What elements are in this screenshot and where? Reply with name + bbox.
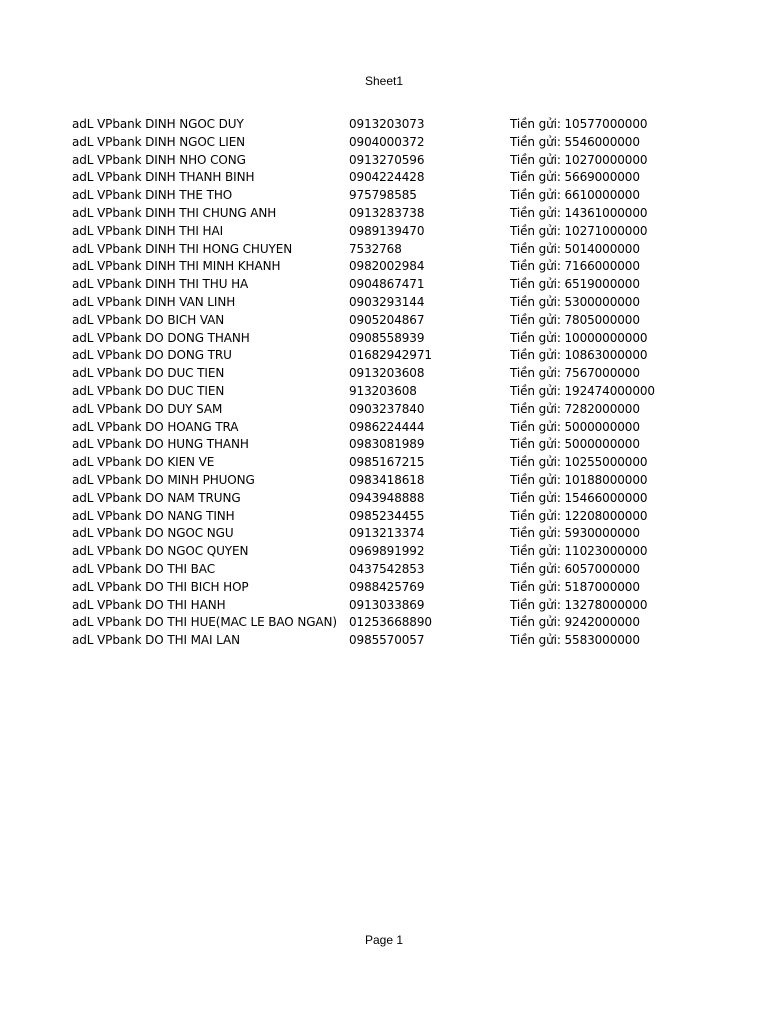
deposit-amount: Tiền gửi: 7282000000 (510, 401, 640, 416)
customer-name: adL VPbank DINH THI HAI (72, 223, 224, 238)
phone-number: 0989139470 (349, 223, 425, 238)
deposit-amount: Tiền gửi: 5546000000 (510, 134, 640, 149)
phone-number: 01682942971 (349, 348, 432, 363)
customer-name: adL VPbank DINH THE THO (72, 188, 233, 203)
deposit-amount: Tiền gửi: 10270000000 (510, 152, 648, 167)
deposit-amount: Tiền gửi: 6057000000 (510, 561, 640, 576)
phone-number: 0985234455 (349, 508, 425, 523)
phone-number: 0904000372 (349, 134, 425, 149)
customer-name: adL VPbank DINH THI CHUNG ANH (72, 205, 277, 220)
phone-number: 0903293144 (349, 294, 425, 309)
table-row (72, 152, 732, 170)
deposit-amount: Tiền gửi: 7805000000 (510, 312, 640, 327)
table-row (72, 419, 732, 437)
customer-name: adL VPbank DO NAM TRUNG (72, 490, 241, 505)
phone-number: 0986224444 (349, 419, 425, 434)
customer-name: adL VPbank DO DUC TIEN (72, 366, 225, 381)
deposit-amount: Tiền gửi: 7567000000 (510, 366, 640, 381)
table-row (72, 330, 732, 348)
customer-name: adL VPbank DO THI HUE(MAC LE BAO NGAN) (72, 615, 337, 630)
deposit-amount: Tiền gửi: 10000000000 (510, 330, 648, 345)
deposit-amount: Tiền gửi: 14361000000 (510, 205, 648, 220)
phone-number: 0913203073 (349, 117, 425, 131)
table-row (72, 187, 732, 205)
deposit-amount: Tiền gửi: 12208000000 (510, 508, 648, 523)
table-row (72, 241, 732, 259)
deposit-amount: Tiền gửi: 13278000000 (510, 597, 648, 612)
phone-number: 0905204867 (349, 312, 425, 327)
phone-number: 0903237840 (349, 401, 425, 416)
table-row (72, 312, 732, 330)
deposit-amount: Tiền gửi: 6610000000 (510, 188, 640, 203)
customer-name: adL VPbank DINH THI MINH KHANH (72, 259, 281, 274)
customer-name: adL VPbank DO DONG THANH (72, 330, 250, 345)
customer-name: adL VPbank DINH THI HONG CHUYEN (72, 241, 293, 256)
customer-name: adL VPbank DO THI MAI LAN (72, 633, 241, 648)
phone-number: 0913203608 (349, 366, 425, 381)
deposit-amount: Tiền gửi: 5930000000 (510, 526, 640, 541)
table-row (72, 276, 732, 294)
customer-name: adL VPbank DO KIEN VE (72, 455, 215, 470)
deposit-amount: Tiền gửi: 10271000000 (510, 223, 648, 238)
deposit-amount: Tiền gửi: 6519000000 (510, 277, 640, 292)
table-row (72, 543, 732, 561)
customer-name: adL VPbank DO NGOC QUYEN (72, 544, 249, 559)
table-row (72, 436, 732, 454)
table-row (72, 614, 732, 632)
phone-number: 0988425769 (349, 579, 425, 594)
table-row (72, 401, 732, 419)
phone-number: 0904224428 (349, 170, 425, 185)
deposit-amount: Tiền gửi: 9242000000 (510, 615, 640, 630)
phone-number: 0913033869 (349, 597, 425, 612)
deposit-amount: Tiền gửi: 192474000000 (510, 383, 655, 398)
customer-name: adL VPbank DO DONG TRU (72, 348, 232, 363)
deposit-amount: Tiền gửi: 10577000000 (510, 117, 648, 131)
customer-name: adL VPbank DO DUC TIEN (72, 383, 225, 398)
table-row (72, 561, 732, 579)
customer-name: adL VPbank DO DUY SAM (72, 401, 223, 416)
customer-name: adL VPbank DINH THI THU HA (72, 277, 249, 292)
phone-number: 0982002984 (349, 259, 425, 274)
deposit-amount: Tiền gửi: 5000000000 (510, 437, 640, 452)
table-row (72, 347, 732, 365)
phone-number: 0983081989 (349, 437, 425, 452)
table-row (72, 508, 732, 526)
phone-number: 0985570057 (349, 633, 425, 648)
deposit-amount: Tiền gửi: 11023000000 (510, 544, 648, 559)
customer-name: adL VPbank DINH NGOC DUY (72, 117, 244, 131)
page-number: Page 1 (364, 933, 404, 947)
deposit-amount: Tiền gửi: 10863000000 (510, 348, 648, 363)
phone-number: 975798585 (349, 188, 417, 203)
phone-number: 0908558939 (349, 330, 425, 345)
phone-number: 0985167215 (349, 455, 425, 470)
table-row (72, 223, 732, 241)
table-row (72, 454, 732, 472)
customer-name: adL VPbank DINH VAN LINH (72, 294, 236, 309)
phone-number: 0437542853 (349, 561, 425, 576)
phone-number: 0913270596 (349, 152, 425, 167)
table-row (72, 205, 732, 223)
deposit-amount: Tiền gửi: 5000000000 (510, 419, 640, 434)
customer-name: adL VPbank DO NGOC NGU (72, 526, 234, 541)
deposit-amount: Tiền gửi: 10188000000 (510, 472, 648, 487)
customer-name: adL VPbank DO THI HANH (72, 597, 226, 612)
customer-name: adL VPbank DINH THANH BINH (72, 170, 255, 185)
phone-number: 0904867471 (349, 277, 425, 292)
table-row (72, 294, 732, 312)
table-row (72, 490, 732, 508)
table-row (72, 116, 732, 134)
phone-number: 7532768 (349, 241, 402, 256)
customer-name: adL VPbank DO BICH VAN (72, 312, 225, 327)
table-row (72, 134, 732, 152)
deposit-amount: Tiền gửi: 10255000000 (510, 455, 648, 470)
customer-name: adL VPbank DO THI BICH HOP (72, 579, 249, 594)
phone-number: 0913283738 (349, 205, 425, 220)
table-row (72, 525, 732, 543)
sheet-title: Sheet1 (364, 74, 404, 88)
deposit-amount: Tiền gửi: 5300000000 (510, 294, 640, 309)
deposit-amount: Tiền gửi: 5669000000 (510, 170, 640, 185)
customer-name: adL VPbank DO NANG TINH (72, 508, 235, 523)
phone-number: 0913213374 (349, 526, 425, 541)
phone-number: 01253668890 (349, 615, 432, 630)
phone-number: 913203608 (349, 383, 417, 398)
table-row (72, 597, 732, 615)
deposit-amount: Tiền gửi: 5583000000 (510, 633, 640, 648)
deposit-amount: Tiền gửi: 7166000000 (510, 259, 640, 274)
deposit-amount: Tiền gửi: 5187000000 (510, 579, 640, 594)
table-row (72, 258, 732, 276)
customer-name: adL VPbank DO HUNG THANH (72, 437, 249, 452)
table-row (72, 472, 732, 490)
records-table (72, 116, 732, 650)
deposit-amount: Tiền gửi: 5014000000 (510, 241, 640, 256)
table-row (72, 579, 732, 597)
table-row (72, 169, 732, 187)
customer-name: adL VPbank DINH NHO CONG (72, 152, 246, 167)
phone-number: 0943948888 (349, 490, 425, 505)
phone-number: 0983418618 (349, 472, 425, 487)
customer-name: adL VPbank DO MINH PHUONG (72, 472, 255, 487)
customer-name: adL VPbank DO HOANG TRA (72, 419, 239, 434)
deposit-amount: Tiền gửi: 15466000000 (510, 490, 648, 505)
table-row (72, 632, 732, 650)
phone-number: 0969891992 (349, 544, 425, 559)
customer-name: adL VPbank DINH NGOC LIEN (72, 134, 246, 149)
table-row (72, 383, 732, 401)
customer-name: adL VPbank DO THI BAC (72, 561, 215, 576)
table-row (72, 365, 732, 383)
